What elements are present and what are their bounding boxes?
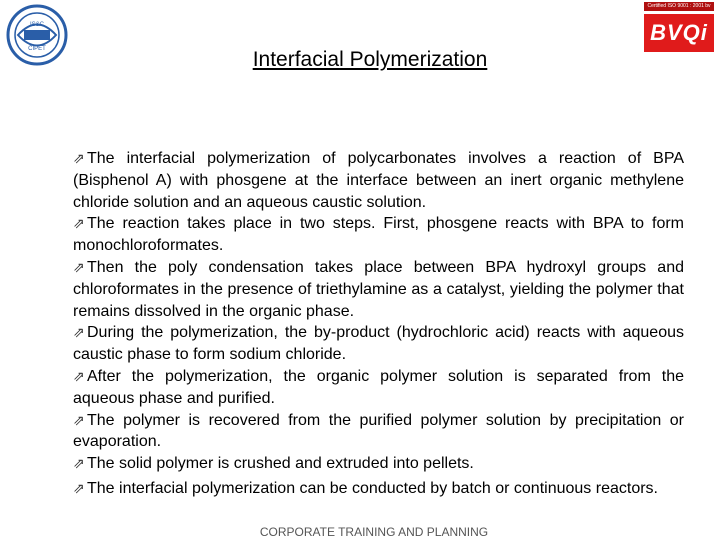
list-item [73, 453, 684, 475]
arrow-bullet-icon: ⇗ [73, 411, 85, 428]
arrow-bullet-icon: ⇗ [73, 455, 85, 472]
page-title: Interfacial Polymerization [252, 48, 488, 71]
arrow-bullet-icon: ⇗ [73, 479, 85, 496]
cipet-logo-text-bottom: CIPET [28, 46, 46, 52]
arrow-bullet-icon: ⇗ [73, 258, 85, 275]
list-item-text: The reaction takes place in two steps. First, phosgene reacts with BPA to form monochloroformates. [73, 215, 684, 255]
list-item [73, 410, 684, 454]
list-item-text: During the polymerization, the by-product (hydrochloric acid) reacts with aqueous caustic phase to form sodium chloride. [73, 324, 684, 364]
bullet-list [73, 148, 684, 502]
list-item-text: The interfacial polymerization can be conducted by batch or continuous reactors. [87, 479, 658, 497]
certification-text: Certified ISO 9001 : 2001 bv [644, 2, 714, 11]
list-item [73, 148, 684, 213]
list-item [73, 475, 684, 502]
bvqi-logo [640, 2, 716, 52]
arrow-bullet-icon: ⇗ [73, 150, 85, 166]
bvqi-brand-text: BVQi [650, 20, 708, 45]
arrow-bullet-icon: ⇗ [73, 367, 85, 384]
list-item-text: The solid polymer is crushed and extruded into pellets. [87, 455, 474, 473]
bvqi-logo-box [644, 14, 714, 52]
arrow-bullet-icon: ⇗ [73, 215, 85, 232]
arrow-bullet-icon: ⇗ [73, 324, 85, 341]
list-item [73, 322, 684, 366]
list-item [73, 366, 684, 410]
cipet-logo-text-top: IS&C [29, 22, 45, 28]
list-item-text: After the polymerization, the organic polymer solution is separated from the aqueous phase and purified. [73, 367, 684, 407]
list-item [73, 257, 684, 322]
list-item-text: The polymer is recovered from the purified polymer solution by precipitation or evaporation. [73, 411, 684, 451]
footer-text: CORPORATE TRAINING AND PLANNING [259, 525, 489, 539]
list-item [73, 213, 684, 257]
list-item-text: The interfacial polymerization of polycarbonates involves a reaction of BPA (Bisphenol A) with phosgene at the interface between an inert organic methylene chloride solution and an aqueous caustic solution. [73, 150, 684, 211]
list-item-text: Then the poly condensation takes place between BPA hydroxyl groups and chloroformates in the presence of triethylamine as a catalyst, yielding the polymer that remains dissolved in the organic phase. [73, 258, 684, 320]
